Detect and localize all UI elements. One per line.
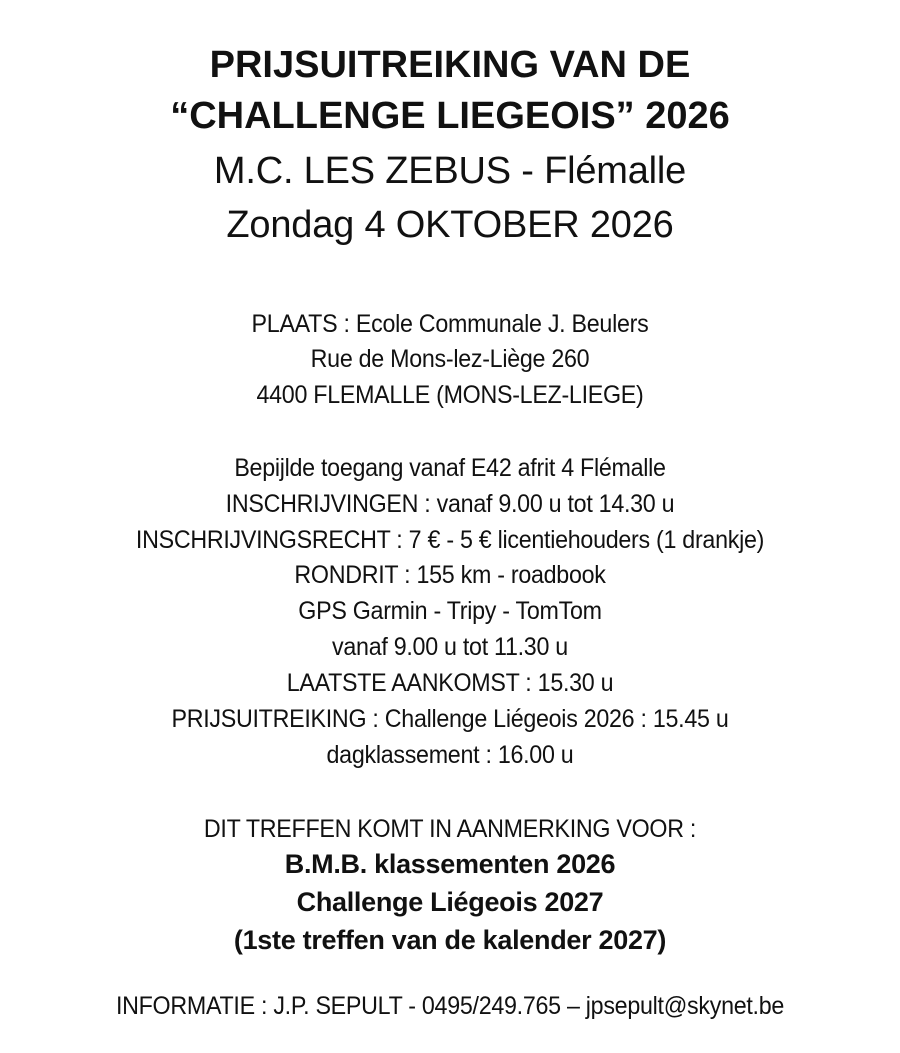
- ride-info: RONDRIT : 155 km - roadbook: [294, 561, 606, 589]
- awards-time: PRIJSUITREIKING : Challenge Liégeois 2026 : 15.45 u: [171, 705, 729, 733]
- club-name: M.C. LES ZEBUS - Flémalle: [213, 150, 687, 192]
- eligibility-intro: DIT TREFFEN KOMT IN AANMERKING VOOR :: [203, 815, 697, 843]
- eligibility-item-3: (1ste treffen van de kalender 2027): [233, 925, 667, 955]
- eligibility-item-2: Challenge Liégeois 2027: [296, 887, 604, 917]
- title-line-1: PRIJSUITREIKING VAN DE: [209, 44, 691, 86]
- last-arrival: LAATSTE AANKOMST : 15.30 u: [286, 669, 614, 697]
- registration-fee: INSCHRIJVINGSRECHT : 7 € - 5 € licentiehouders (1 drankje): [135, 526, 765, 554]
- event-date: Zondag 4 OKTOBER 2026: [226, 204, 674, 246]
- location-venue: PLAATS : Ecole Communale J. Beulers: [251, 310, 649, 338]
- location-street: Rue de Mons-lez-Liège 260: [310, 345, 590, 373]
- title-line-2: “CHALLENGE LIEGEOIS” 2026: [170, 95, 730, 137]
- gps-times: vanaf 9.00 u tot 11.30 u: [332, 633, 568, 661]
- day-ranking-time: dagklassement : 16.00 u: [326, 741, 574, 769]
- gps-info: GPS Garmin - Tripy - TomTom: [298, 597, 602, 625]
- location-city: 4400 FLEMALLE (MONS-LEZ-LIEGE): [256, 381, 644, 409]
- access-info: Bepijlde toegang vanaf E42 afrit 4 Flémalle: [234, 454, 666, 482]
- eligibility-item-1: B.M.B. klassementen 2026: [284, 849, 616, 879]
- contact-info: INFORMATIE : J.P. SEPULT - 0495/249.765 – jpsepult@skynet.be: [115, 992, 785, 1020]
- registration-hours: INSCHRIJVINGEN : vanaf 9.00 u tot 14.30 u: [225, 490, 675, 518]
